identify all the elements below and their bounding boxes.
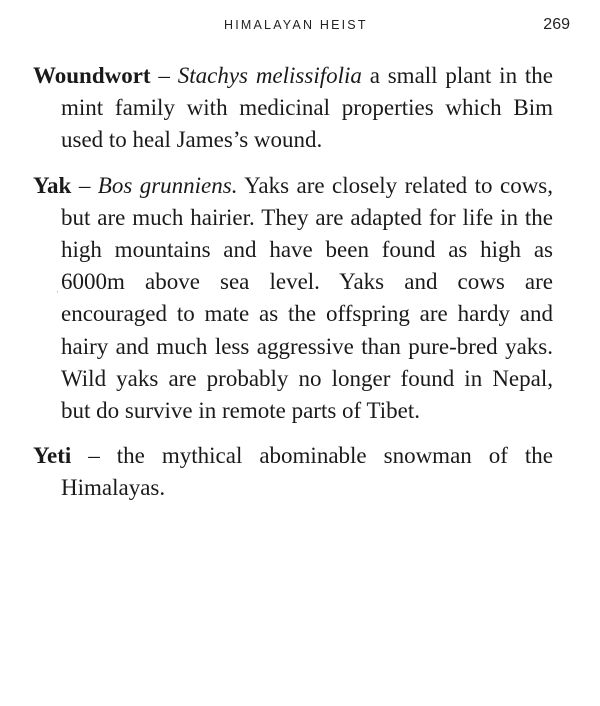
entry-definition: a small plant in the mint family with medicinal properties which Bim used to heal James’s wound.	[61, 63, 553, 153]
entry-dash: –	[71, 172, 98, 198]
running-head: HIMALAYAN HEIST	[224, 18, 368, 32]
glossary-entry-yak	[33, 170, 553, 428]
glossary-entry-yeti	[33, 440, 553, 504]
entry-dash: –	[150, 63, 178, 88]
entry-scientific-name: Bos grunniens.	[97, 172, 238, 198]
page-number: 269	[543, 16, 570, 33]
entry-scientific-name: Stachys melissifolia	[177, 63, 362, 88]
entry-dash: –	[71, 443, 117, 469]
glossary-entries	[33, 60, 553, 518]
entry-term: Yak	[33, 172, 72, 198]
entry-term: Yeti	[33, 443, 72, 469]
page-header	[0, 16, 600, 40]
glossary-entry-woundwort	[33, 60, 553, 157]
entry-definition: the mythical abominable snowman of the Himalayas.	[61, 443, 553, 501]
entry-term: Woundwort	[33, 63, 151, 88]
entry-definition: Yaks are closely related to cows, but are much hairier. They are adapted for life in the high mountains and have been found as high as 6000m above sea level. Yaks and cows are encouraged to mate as the offspring are hardy and hairy and much less aggressive than pure-bred yaks. Wild yaks are probably no longer found in Nepal, but do survive in remote parts of Tibet.	[61, 172, 553, 424]
scan-speck: ˌ	[56, 282, 60, 293]
